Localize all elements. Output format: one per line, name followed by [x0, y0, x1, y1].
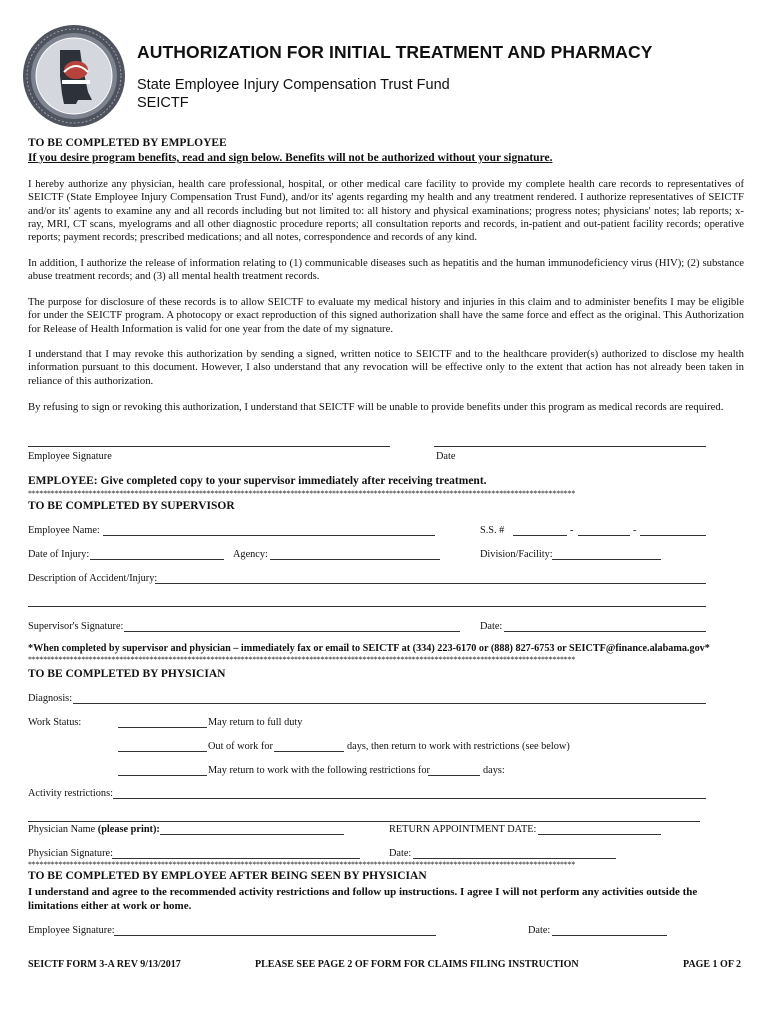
out-of-work-days-field[interactable]: [274, 751, 344, 752]
authorization-paragraph-4: I understand that I may revoke this authorization by sending a signed, written notice to SEICTF and to the healthcare provider(s) authorized to disclose my health information pursuant to this document. However, I also understand that any revocation will be effective only to the extent that action has not already been taken in reliance of this authorization.: [28, 348, 744, 387]
work-status-label: Work Status:: [28, 717, 82, 728]
return-appointment-label: RETURN APPOINTMENT DATE:: [389, 824, 537, 835]
description-of-accident-field-1[interactable]: [155, 583, 706, 584]
date-of-injury-field[interactable]: [90, 559, 224, 560]
form-title: AUTHORIZATION FOR INITIAL TREATMENT AND PHARMACY: [137, 42, 653, 62]
authorization-paragraph-2: In addition, I authorize the release of information relating to (1) communicable diseases such as hepatitis and the human immunodeficiency virus (HIV); (2) substance abuse treatment records; and (3) all mental health treatment records.: [28, 257, 744, 283]
division-facility-field[interactable]: [552, 559, 661, 560]
supervisor-date-field[interactable]: [504, 631, 706, 632]
employee-name-label: Employee Name:: [28, 525, 100, 536]
full-duty-field[interactable]: [118, 727, 207, 728]
physician-signature-label: Physician Signature:: [28, 848, 113, 859]
division-facility-label: Division/Facility:: [480, 549, 553, 560]
after-physician-heading: TO BE COMPLETED BY EMPLOYEE AFTER BEING SEEN BY PHYSICIAN: [28, 870, 427, 882]
activity-restrictions-field-2[interactable]: [28, 821, 700, 822]
physician-date-field[interactable]: [413, 858, 616, 859]
separator-3: ************************************************************************************************************************************************: [28, 861, 576, 869]
out-of-work-option: Out of work for: [208, 741, 273, 752]
fax-email-notice: *When completed by supervisor and physician – immediately fax or email to SEICTF at (334) 223-6170 or (888) 827-6753 or SEICTF@finance.alabama.gov*: [28, 643, 710, 654]
after-employee-signature-field[interactable]: [114, 935, 436, 936]
restrictions-field[interactable]: [118, 775, 207, 776]
activity-restrictions-label: Activity restrictions:: [28, 788, 113, 799]
authorization-paragraph-1: I hereby authorize any physician, health care professional, hospital, or other medical care facility to provide my complete health care records to representatives of SEICTF (State Employee Injury Compensation Trust Fund), and/or its' agents regarding my health and any treatment rendered. I authorize representatives of SEICTF and/or its' agents to examine any and all records including but not limited to: all history and physical examinations; progress notes; physicians' notes; lab reports; x-ray, MRI, CT scans, myelograms and all other diagnostic procedure reports; all consultation reports and records, in-patient and out-patient facility records; operative reports; payment records; prescribed medications; and all notes, correspondence and records of any kind.: [28, 178, 744, 244]
agency-label: Agency:: [233, 549, 268, 560]
page-number: PAGE 1 OF 2: [683, 959, 742, 970]
employee-copy-notice: EMPLOYEE: Give completed copy to your supervisor immediately after receiving treatment.: [28, 475, 487, 487]
physician-date-label: Date:: [389, 848, 412, 859]
physician-name-label-bold: (please print):: [97, 824, 160, 835]
date-of-injury-label: Date of Injury:: [28, 549, 90, 560]
supervisor-signature-label: Supervisor's Signature:: [28, 621, 124, 632]
out-of-work-field[interactable]: [118, 751, 207, 752]
ss-label: S.S. #: [480, 525, 505, 536]
authorization-paragraph-3: The purpose for disclosure of these records is to allow SEICTF to evaluate my medical history and injuries in this claim and to administer benefits I may be eligible for under the SEICTF program. A photocopy or exact reproduction of this signed authorization shall have the same force and effect as the original. This Authorization for Release of Health Information is valid for one year from the date of my signature.: [28, 296, 744, 335]
employee-name-field[interactable]: [103, 535, 435, 536]
restrictions-days-field[interactable]: [428, 775, 480, 776]
footer-instruction: PLEASE SEE PAGE 2 OF FORM FOR CLAIMS FILING INSTRUCTION: [255, 959, 579, 970]
separator-2: ************************************************************************************************************************************************: [28, 656, 576, 664]
physician-name-label-text: Physician Name: [28, 824, 98, 835]
diagnosis-label: Diagnosis:: [28, 693, 73, 704]
supervisor-date-label: Date:: [480, 621, 503, 632]
after-employee-date-field[interactable]: [552, 935, 667, 936]
authorization-paragraph-5: By refusing to sign or revoking this authorization, I understand that SEICTF will be unable to provide benefits under this program as medical records are required.: [28, 401, 724, 413]
agency-field[interactable]: [270, 559, 440, 560]
form-subtitle-abbr: SEICTF: [137, 95, 189, 111]
employee-section-heading: TO BE COMPLETED BY EMPLOYEE: [28, 137, 227, 149]
ss-field-part1[interactable]: [513, 535, 567, 536]
physician-section-heading: TO BE COMPLETED BY PHYSICIAN: [28, 668, 226, 680]
supervisor-signature-field[interactable]: [124, 631, 460, 632]
form-number: SEICTF FORM 3-A REV 9/13/2017: [28, 959, 181, 970]
physician-name-field[interactable]: [160, 834, 344, 835]
ss-dash-1: -: [570, 525, 574, 536]
physician-name-label: [28, 824, 160, 835]
out-of-work-option-suffix: days, then return to work with restrictions (see below): [347, 741, 570, 752]
after-physician-agreement: I understand and agree to the recommended activity restrictions and follow up instructions. I agree I will not perform any activities outside the limitations either at work or home.: [28, 886, 698, 912]
employee-date-line[interactable]: [434, 446, 706, 447]
ss-dash-2: -: [633, 525, 637, 536]
description-of-accident-field-2[interactable]: [28, 606, 706, 607]
physician-signature-field[interactable]: [112, 858, 360, 859]
diagnosis-field[interactable]: [73, 703, 706, 704]
description-of-accident-label: Description of Accident/Injury:: [28, 573, 158, 584]
employee-signature-line[interactable]: [28, 446, 390, 447]
after-employee-signature-label: Employee Signature:: [28, 925, 115, 936]
after-employee-date-label: Date:: [528, 925, 551, 936]
activity-restrictions-field-1[interactable]: [113, 798, 706, 799]
ss-field-part3[interactable]: [640, 535, 706, 536]
seicft-seal-logo: [22, 24, 126, 128]
full-duty-option: May return to full duty: [208, 717, 303, 728]
return-appointment-field[interactable]: [538, 834, 661, 835]
restrictions-option-suffix: days:: [483, 765, 505, 776]
employee-section-instruction: If you desire program benefits, read and sign below. Benefits will not be authorized without your signature.: [28, 152, 553, 164]
employee-signature-label: Employee Signature: [28, 451, 112, 462]
supervisor-section-heading: TO BE COMPLETED BY SUPERVISOR: [28, 500, 235, 512]
restrictions-option: May return to work with the following restrictions for: [208, 765, 430, 776]
ss-field-part2[interactable]: [578, 535, 630, 536]
separator-1: ************************************************************************************************************************************************: [28, 490, 576, 498]
employee-date-label: Date: [436, 451, 456, 462]
form-subtitle: State Employee Injury Compensation Trust Fund: [137, 77, 450, 93]
